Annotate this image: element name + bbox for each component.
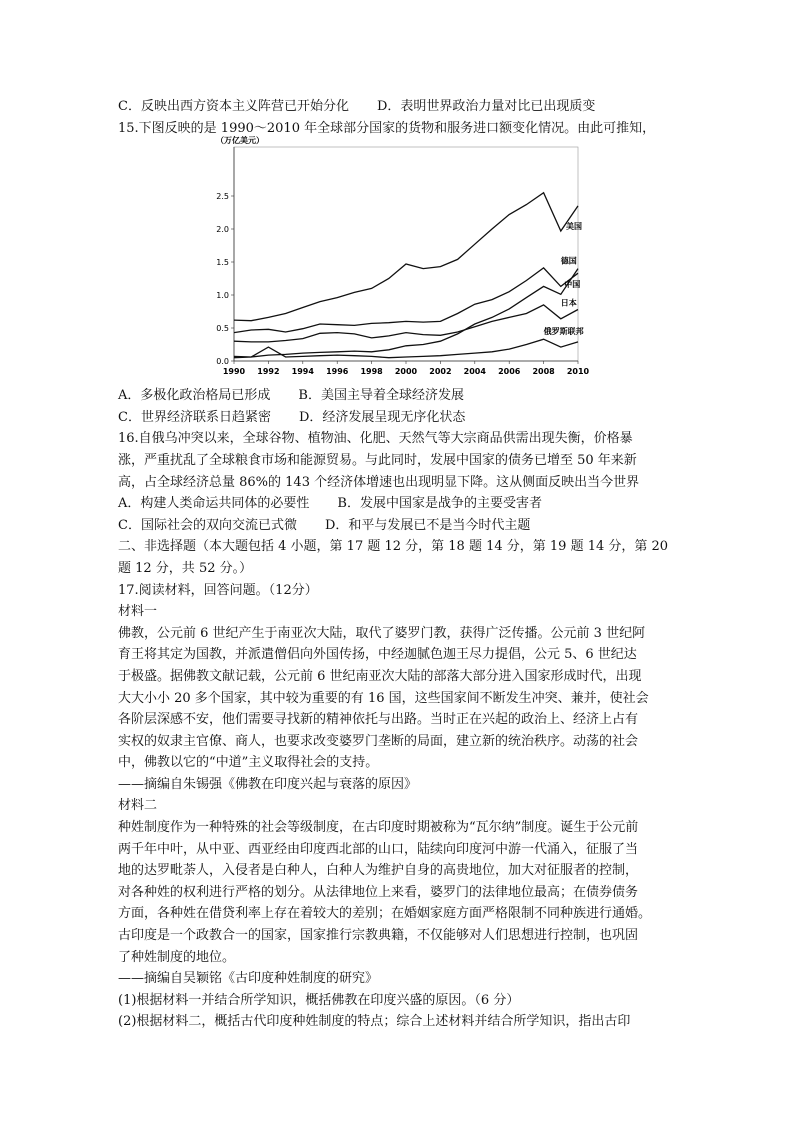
material2-line: 对各种姓的权利进行严格的划分。从法律地位上来看，婆罗门的法律地位最高；在债券债务 [118,884,639,900]
series-label: 俄罗斯联邦 [543,327,584,337]
material2-line: 方面，各种姓在借贷利率上存在着较大的差别；在婚姻家庭方面严格限制不同种族进行通婚。 [118,906,652,922]
material2-title: 材料二 [118,798,158,814]
q17-subquestion-1: (1)根据材料一并结合所学知识，概括佛教在印度兴盛的原因。（6 分） [118,992,520,1008]
material1-line: 实权的奴隶主官僚、商人，也要求改变婆罗门垄断的局面，建立新的统治秩序。动荡的社会 [118,733,639,749]
q14-options [118,96,678,118]
q16-option-b: B．发展中国家是战争的主要受害者 [337,496,542,512]
x-tick-label: 2004 [463,367,486,377]
y-tick-label: 2.0 [216,225,229,235]
material1-line: 育王将其定为国教，并派遣僧侣向外国传扬，中经迦腻色迦王尽力提倡，公元 5、6 世纪达 [118,647,637,663]
q15-option-a: A．多极化政治格局已形成 [118,388,271,404]
q16-options-ab [118,493,678,515]
plot-frame [234,147,581,361]
q15-stem: 15.下图反映的是 1990～2010 年全球部分国家的货物和服务进口额变化情况。由此可推知， [118,120,656,136]
chart-svg [208,136,590,379]
series-label: 美国 [565,222,582,232]
q16-option-c: C．国际社会的双向交流已式微 [118,517,297,533]
x-tick-label: 1990 [222,367,246,377]
q16-stem-line: 高，占全球经济总量 86%的 143 个经济体增速也出现明显下降。这从侧面反映出当今世界 [118,474,640,490]
x-tick-label: 2010 [566,367,590,377]
q15-options-cd [118,407,678,429]
section2-heading-line: 题 12 分，共 52 分。） [118,560,253,576]
q17-stem: 17.阅读材料，回答问题。（12分） [118,582,318,598]
material1-source: ——摘编自朱锡强《佛教在印度兴起与衰落的原因》 [118,776,418,792]
q16-stem [118,428,678,493]
x-tick-label: 1994 [291,367,314,377]
q15-options-ab [118,385,678,407]
series-label: 日本 [560,298,577,308]
x-tick-label: 1992 [257,367,280,377]
material1-line: 各阶层深感不安，他们需要寻找新的精神依托与出路。当时正在兴起的政治上、经济上占有 [118,712,639,728]
q14-option-c: C．反映出西方资本主义阵营已开始分化 [118,99,349,114]
material2-line: 地的达罗毗荼人，入侵者是白种人，白种人为维护自身的高贵地位，加大对征服者的控制， [118,863,639,879]
q17-subquestion-2: (2)根据材料二，概括古代印度种姓制度的特点；综合上述材料并结合所学知识，指出古印 [118,1014,631,1030]
x-tick-label: 1998 [360,367,383,377]
x-tick-label: 2000 [394,367,418,377]
q16-stem-line: 16.自俄乌冲突以来，全球谷物、植物油、化肥、天然气等大宗商品供需出现失衡，价格暴 [118,431,633,447]
q15-option-b: B．美国主导着全球经济发展 [298,388,464,404]
x-tick-label: 2006 [498,367,521,377]
series-label: 德国 [560,256,577,266]
material2-line: 了种姓制度的地位。 [118,949,236,965]
material2-source: ——摘编自吴颖铭《古印度种姓制度的研究》 [118,971,379,987]
material2-body [118,817,678,968]
y-tick-label: 0.0 [216,357,229,367]
material2-line: 两千年中叶，从中亚、西亚经由印度西北部的山口，陆续向印度河中游一代涌入，征服了当 [118,841,639,857]
x-tick-label: 2002 [429,367,452,377]
q16-options-cd [118,515,678,537]
q16-option-d: D．和平与发展已不是当今时代主题 [324,517,531,533]
y-tick-label: 0.5 [216,324,229,334]
y-tick-label: 1.5 [216,258,229,268]
q16-stem-line: 涨，严重扰乱了全球粮食市场和能源贸易。与此同时，发展中国家的债务已增至 50 年来新 [118,452,637,468]
q15-option-c: C．世界经济联系日趋紧密 [118,409,271,425]
q16-option-a: A．构建人类命运共同体的必要性 [118,496,310,512]
series-line [234,268,581,333]
y-tick-label: 1.0 [216,291,229,301]
material2-line: 古印度是一个政教合一的国家，国家推行宗教典籍，不仅能够对人们思想进行控制，也巩固 [118,928,639,944]
series-line [234,193,581,321]
q15-option-d: D．经济发展呈现无序化状态 [298,409,466,425]
exam-page [118,96,678,1033]
series-line [234,305,578,342]
series-label: 中国 [564,280,581,290]
q14-option-d: D．表明世界政治力量对比已出现质变 [376,99,596,114]
material1-line: 于极盛。据佛教文献记载，公元前 6 世纪南亚次大陆的部落大部分进入国家形成时代，出现 [118,668,642,684]
material1-body [118,623,678,774]
material1-line: 中，佛教以它的“中道”主义取得社会的支持。 [118,755,379,771]
y-axis-label: （万亿美元） [216,136,264,146]
material1-title: 材料一 [118,604,158,620]
material1-line: 佛教，公元前 6 世纪产生于南亚次大陆，取代了婆罗门教，获得广泛传播。公元前 3 世纪阿 [118,625,646,641]
material1-line: 大大小小 20 多个国家，其中较为重要的有 16 国，这些国家间不断发生冲突、兼并，使社会 [118,690,649,706]
x-tick-label: 1996 [326,367,349,377]
x-tick-label: 2008 [532,367,555,377]
import-line-chart [208,136,590,379]
section2-heading-line: 二、非选择题（本大题包括 4 小题，第 17 题 12 分，第 18 题 14 分，第 19 题 14 分，第 20 [118,539,669,555]
material2-line: 种姓制度作为一种特殊的社会等级制度，在古印度时期被称为“瓦尔纳”制度。诞生于公元前 [118,820,639,836]
y-tick-label: 2.5 [216,192,229,202]
